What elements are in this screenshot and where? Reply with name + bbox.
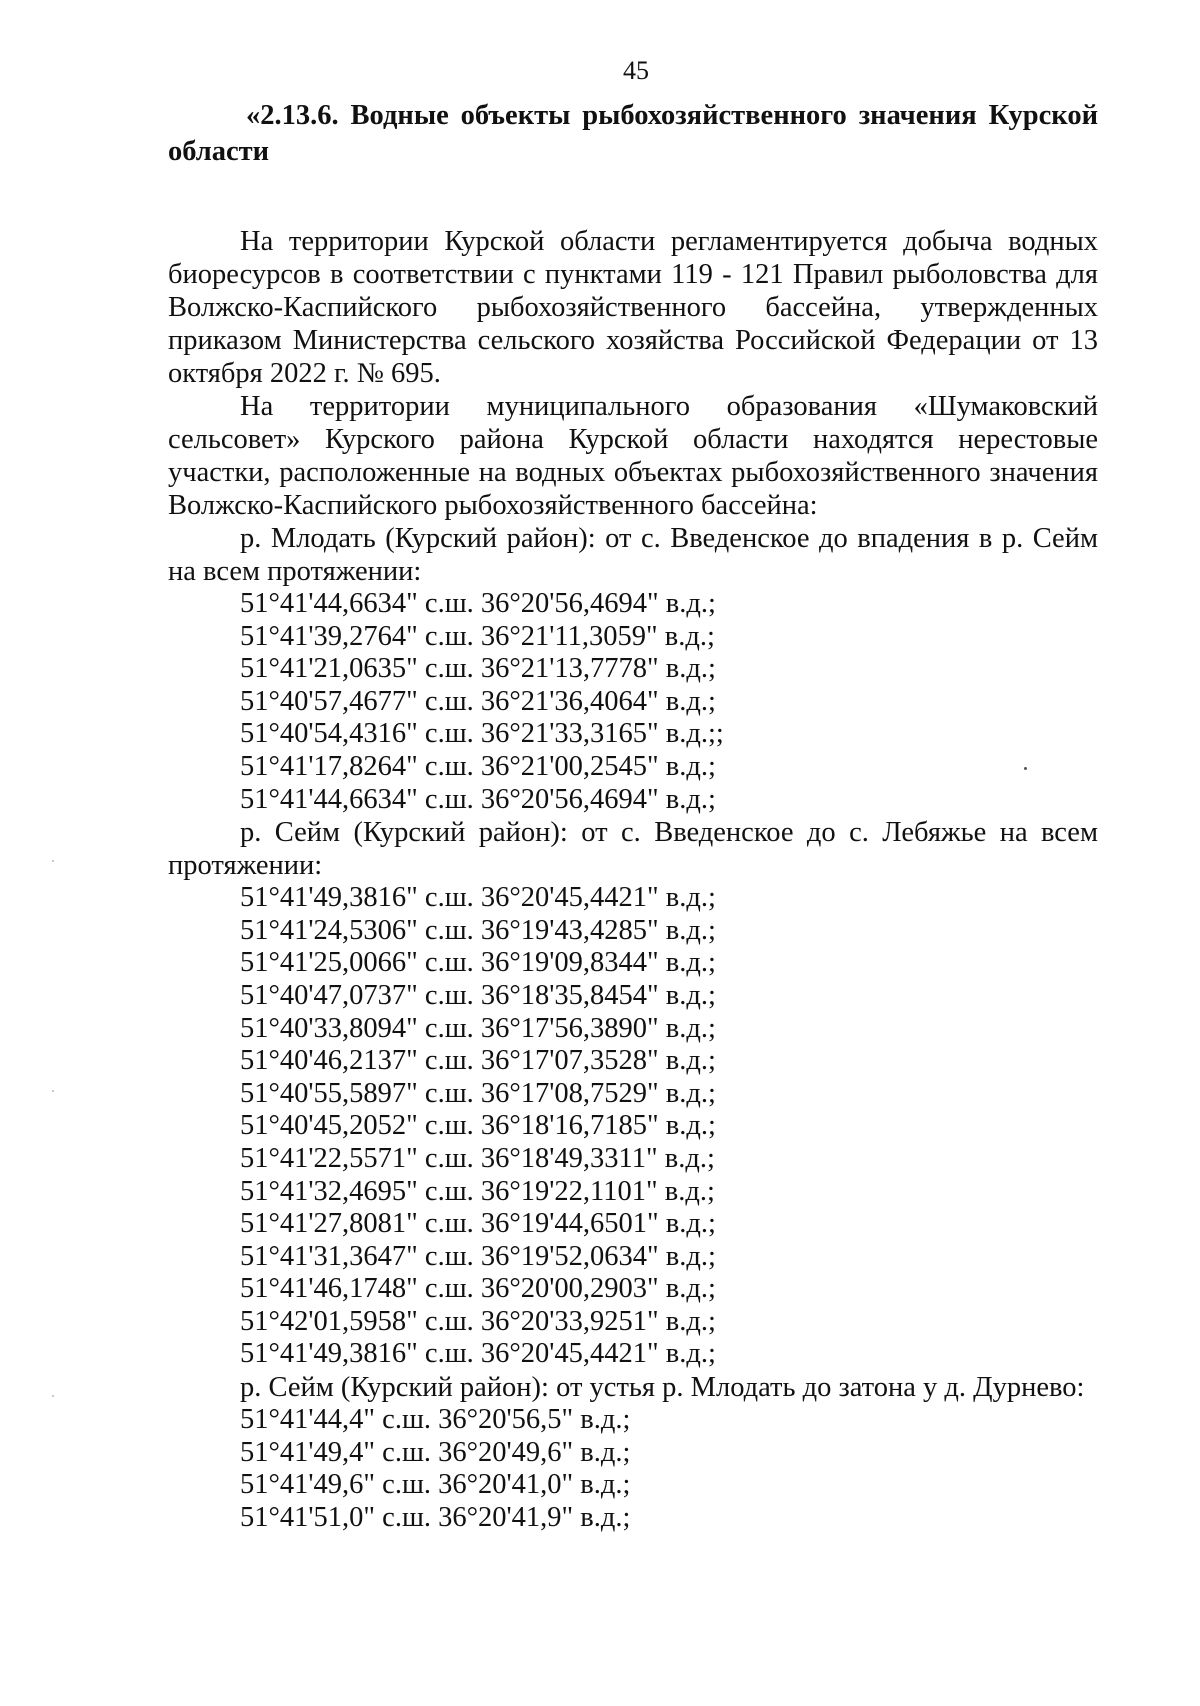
coordinate-list — [168, 882, 1098, 1371]
coordinate-item: 51°41'49,3816" с.ш. 36°20'45,4421" в.д.; — [240, 1338, 716, 1370]
paragraph-spawning-areas: На территории муниципального образования «Шумаковский сельсовет» Курского района Курской области находятся нерестовые участки, расположенные на водных объектах рыбохозяйственного значения Волжско-Каспийского рыбохозяйственного бассейна: — [168, 391, 1098, 521]
coordinate-item: 51°41'21,0635" с.ш. 36°21'13,7778" в.д.; — [240, 653, 716, 685]
river-section-title: р. Млодать (Курский район): от с. Введенское до впадения в р. Сейм на всем протяжении: — [168, 523, 1098, 587]
coordinate-item: 51°40'33,8094" с.ш. 36°17'56,3890" в.д.; — [240, 1012, 716, 1044]
coordinate-item: 51°41'44,4" с.ш. 36°20'56,5" в.д.; — [240, 1404, 631, 1436]
coordinate-item: 51°40'47,0737" с.ш. 36°18'35,8454" в.д.; — [240, 979, 716, 1011]
coordinate-item: 51°40'57,4677" с.ш. 36°21'36,4064" в.д.; — [240, 685, 716, 717]
scan-dot — [1024, 767, 1027, 770]
coordinate-item: 51°41'27,8081" с.ш. 36°19'44,6501" в.д.; — [240, 1208, 716, 1240]
coordinate-item: 51°41'39,2764" с.ш. 36°21'11,3059" в.д.; — [240, 620, 715, 652]
scan-speck — [52, 860, 54, 862]
coordinate-item: 51°41'24,5306" с.ш. 36°19'43,4285" в.д.; — [240, 914, 716, 946]
coordinate-item: 51°41'17,8264" с.ш. 36°21'00,2545" в.д.; — [240, 750, 716, 782]
coordinate-item: 51°41'44,6634" с.ш. 36°20'56,4694" в.д.; — [240, 588, 716, 619]
coordinate-item: 51°40'54,4316" с.ш. 36°21'33,3165" в.д.;; — [240, 718, 724, 750]
coordinate-item: 51°42'01,5958" с.ш. 36°20'33,9251" в.д.; — [240, 1305, 716, 1337]
coordinate-item: 51°41'22,5571" с.ш. 36°18'49,3311" в.д.; — [240, 1142, 715, 1174]
coordinate-item: 51°41'49,3816" с.ш. 36°20'45,4421" в.д.; — [240, 882, 716, 914]
coordinate-item: 51°41'46,1748" с.ш. 36°20'00,2903" в.д.; — [240, 1273, 716, 1305]
coordinate-item: 51°41'44,6634" с.ш. 36°20'56,4694" в.д.; — [240, 783, 716, 815]
coordinate-item: 51°41'51,0" с.ш. 36°20'41,9" в.д.; — [240, 1501, 631, 1533]
section-heading: «2.13.6. Водные объекты рыбохозяйственного значения Курской области — [168, 100, 1098, 167]
coordinate-item: 51°41'49,6" с.ш. 36°20'41,0" в.д.; — [240, 1469, 631, 1501]
page-number: 45 — [623, 56, 649, 85]
scan-speck — [52, 1395, 54, 1397]
paragraph-regulation: На территории Курской области регламентируется добыча водных биоресурсов в соответствии с пунктами 119 - 121 Правил рыболовства для Волжско-Каспийского рыбохозяйственного бассейна, утвержденных приказом Министерства сельского хозяйства Российской Федерации от 13 октября 2022 г. № 695. — [168, 226, 1098, 389]
coordinate-list — [168, 588, 1098, 816]
coordinate-item: 51°40'46,2137" с.ш. 36°17'07,3528" в.д.; — [240, 1045, 716, 1077]
river-section-title: р. Сейм (Курский район): от устья р. Млодать до затона у д. Дурнево: — [240, 1372, 1085, 1404]
coordinate-item: 51°41'32,4695" с.ш. 36°19'22,1101" в.д.; — [240, 1175, 715, 1207]
coordinate-item: 51°40'55,5897" с.ш. 36°17'08,7529" в.д.; — [240, 1077, 716, 1109]
coordinate-item: 51°40'45,2052" с.ш. 36°18'16,7185" в.д.; — [240, 1110, 716, 1142]
coordinate-list — [168, 1404, 1098, 1534]
coordinate-item: 51°41'31,3647" с.ш. 36°19'52,0634" в.д.; — [240, 1240, 716, 1272]
river-section-title: р. Сейм (Курский район): от с. Введенское до с. Лебяжье на всем протяжении: — [168, 817, 1098, 882]
coordinate-item: 51°41'25,0066" с.ш. 36°19'09,8344" в.д.; — [240, 947, 716, 979]
document-body — [168, 98, 1098, 1534]
scan-speck — [52, 1090, 54, 1092]
coordinate-item: 51°41'49,4" с.ш. 36°20'49,6" в.д.; — [240, 1436, 631, 1468]
